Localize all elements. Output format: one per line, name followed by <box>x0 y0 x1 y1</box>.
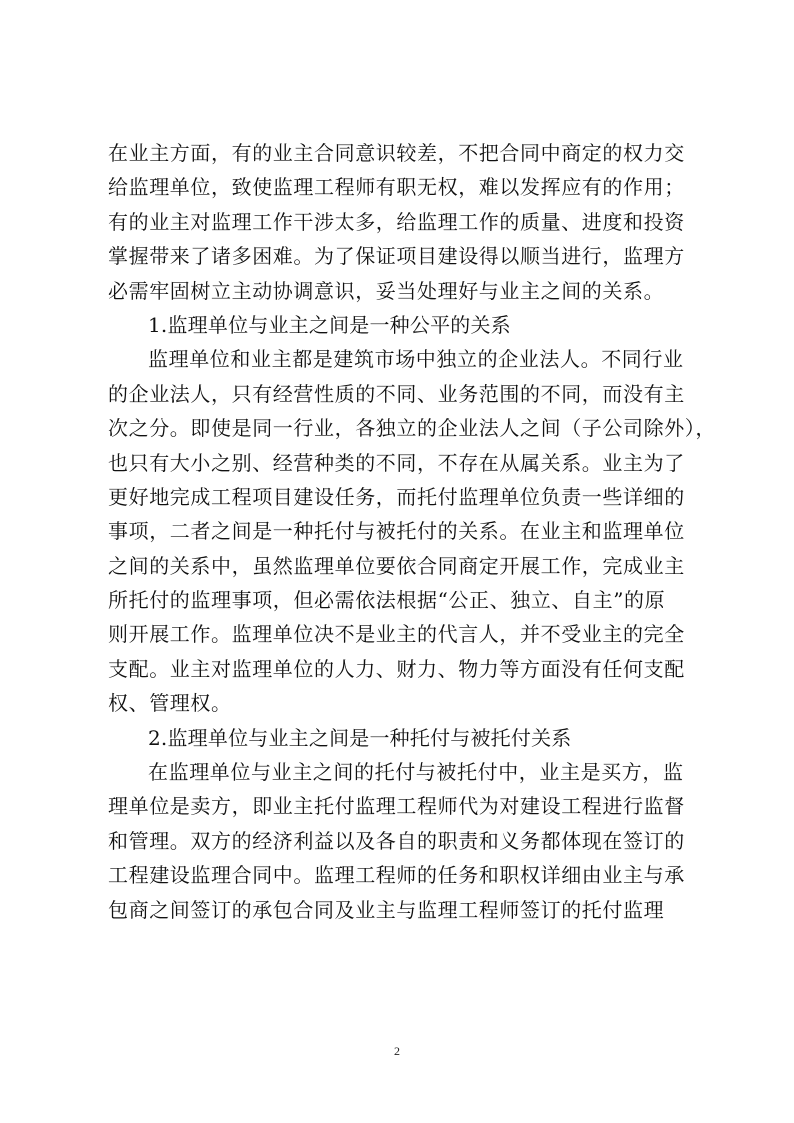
paragraph-independent-legal-entities <box>108 342 716 720</box>
text-line: 更好地完成工程项目建设任务，而托付监理单位负责一些详细的 <box>108 484 685 509</box>
text-line: 有的业主对监理工作干涉太多，给监理工作的质量、进度和投资 <box>108 209 685 234</box>
text-line: 在监理单位与业主之间的托付与被托付中，业主是买方，监 <box>148 760 684 785</box>
text-line: 的企业法人，只有经营性质的不同、业务范围的不同，而没有主 <box>108 381 685 406</box>
text-line: 权、管理权。 <box>108 691 232 716</box>
text-line: 包商之间签订的承包合同及业主与监理工程师签订的托付监理 <box>108 897 665 922</box>
section-heading-fair-relationship: 1.监理单位与业主之间是一种公平的关系 <box>148 312 511 337</box>
body-text <box>108 136 716 927</box>
section-heading-entrustment-relationship: 2.监理单位与业主之间是一种托付与被托付关系 <box>148 725 572 750</box>
text-line: 掌握带来了诸多困难。为了保证项目建设得以顺当进行，监理方 <box>108 244 685 269</box>
paragraph-owner-relations <box>108 136 696 308</box>
text-line: 支配。业主对监理单位的人力、财力、物力等方面没有任何支配 <box>108 656 685 681</box>
text-line: 理单位是卖方，即业主托付监理工程师代为对建设工程进行监督 <box>108 794 685 819</box>
text-line: 给监理单位，致使监理工程师有职无权，难以发挥应有的作用； <box>108 175 685 200</box>
text-line: 也只有大小之别、经营种类的不同，不存在从属关系。业主为了 <box>108 450 685 475</box>
text-line: 监理单位和业主都是建筑市场中独立的企业法人。不同行业 <box>148 347 684 372</box>
text-line: 工程建设监理合同中。监理工程师的任务和职权详细由业主与承 <box>108 863 685 888</box>
text-line: 所托付的监理事项，但必需依法根据“公正、独立、自主”的原 <box>108 588 666 613</box>
text-line: 和管理。双方的经济利益以及各自的职责和义务都体现在签订的 <box>108 828 685 853</box>
text-line: 次之分。即使是同一行业，各独立的企业法人之间（子公司除外）， <box>108 416 716 441</box>
text-line: 事项，二者之间是一种托付与被托付的关系。在业主和监理单位 <box>108 519 685 544</box>
paragraph-buyer-seller <box>108 755 696 927</box>
text-line: 则开展工作。监理单位决不是业主的代言人，并不受业主的完全 <box>108 622 685 647</box>
text-line: 在业主方面，有的业主合同意识较差，不把合同中商定的权力交 <box>108 141 685 165</box>
page-number: 2 <box>394 1044 400 1058</box>
text-line: 必需牢固树立主动协调意识，妥当处理好与业主之间的关系。 <box>108 278 665 303</box>
text-line: 之间的关系中，虽然监理单位要依合同商定开展工作，完成业主 <box>108 553 685 578</box>
